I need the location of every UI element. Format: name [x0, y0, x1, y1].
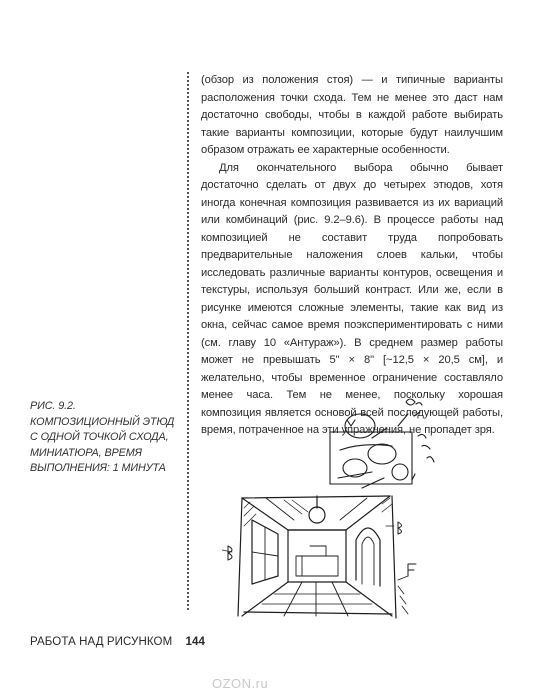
watermark: OZON.ru: [212, 676, 269, 691]
floor-lines: [262, 594, 372, 604]
hatching: [284, 500, 308, 514]
paragraph-2: Для окончательного выбора обычно бывает достаточно сделать от двух до четырех этюдов, хотя иногда конечная композиция развивается из их вариаций или комбинаций (рис. 9.2–9.6). В процессе работы над композицией не составит труда попробовать предварительные наложения слоев кальки, чтобы исследовать различные варианты контуров, освещения и текстуры, используя больший контраст. Или же, если в рисунке имеются сложные элементы, такие как вид из окна, сейчас самое время поэкспериментировать с ними (см. главу 10 «Антураж»). В среднем размер работы может не превышать 5" × 8" [~12,5 × 20,5 см], и желательно, чтобы временное ограничение составляло менее часа. Тем не менее, поскольку хорошая композиция является основой всей последующей работы, время, потраченное на эти упражнения, не пропадет зря.: [201, 161, 503, 436]
right-arch: [362, 537, 374, 585]
thumbnail-circle: [343, 459, 367, 477]
thumbnail-frame: [330, 432, 412, 484]
page-number: 144: [185, 636, 206, 648]
thumbnail-circle: [368, 444, 396, 464]
pendant-light: [309, 507, 325, 523]
dotted-divider: [187, 72, 189, 610]
hatching: [398, 586, 408, 614]
furniture: [296, 546, 338, 576]
label-b-right: [398, 522, 402, 534]
floor-lines: [242, 582, 392, 616]
ceiling-lines: [242, 496, 390, 530]
paragraph-1: (обзор из положения стоя) — и типичные варианты расположения точки схода. Тем не менее это даст нам достаточно свободы, чтобы в каждой работе выбирать такие варианты композиции, которые будут наилучшим образом отражать ее характерные особенности.: [201, 74, 503, 156]
thumbnail-notes: [347, 420, 415, 480]
label-f: [398, 576, 408, 580]
figure-caption-text: КОМПОЗИЦИОННЫЙ ЭТЮД С ОДНОЙ ТОЧКОЙ СХОДА, МИНИАТЮРА, ВРЕМЯ ВЫПОЛНЕНИЯ: 1 МИНУТА: [30, 415, 175, 474]
thumbnail-circle: [345, 414, 375, 438]
thumbnail-notes: [406, 399, 422, 405]
left-window: [252, 527, 278, 580]
label-b-left: [222, 550, 232, 552]
page-footer: [30, 636, 205, 648]
label-b-left: [228, 546, 232, 560]
section-title: РАБОТА НАД РИСУНКОМ: [30, 636, 173, 648]
figure-label: РИС. 9.2.: [30, 400, 76, 412]
thumbnail-study: [330, 399, 434, 488]
interior-perspective-sketch: [222, 380, 480, 622]
thumbnail-notes: [362, 412, 434, 488]
room-sketch: [222, 496, 416, 618]
floor-lines: [284, 582, 348, 616]
thumbnail-circle: [392, 464, 408, 480]
label-f: [408, 564, 416, 576]
frame-lines: [238, 496, 396, 618]
figure-caption: [30, 399, 180, 477]
